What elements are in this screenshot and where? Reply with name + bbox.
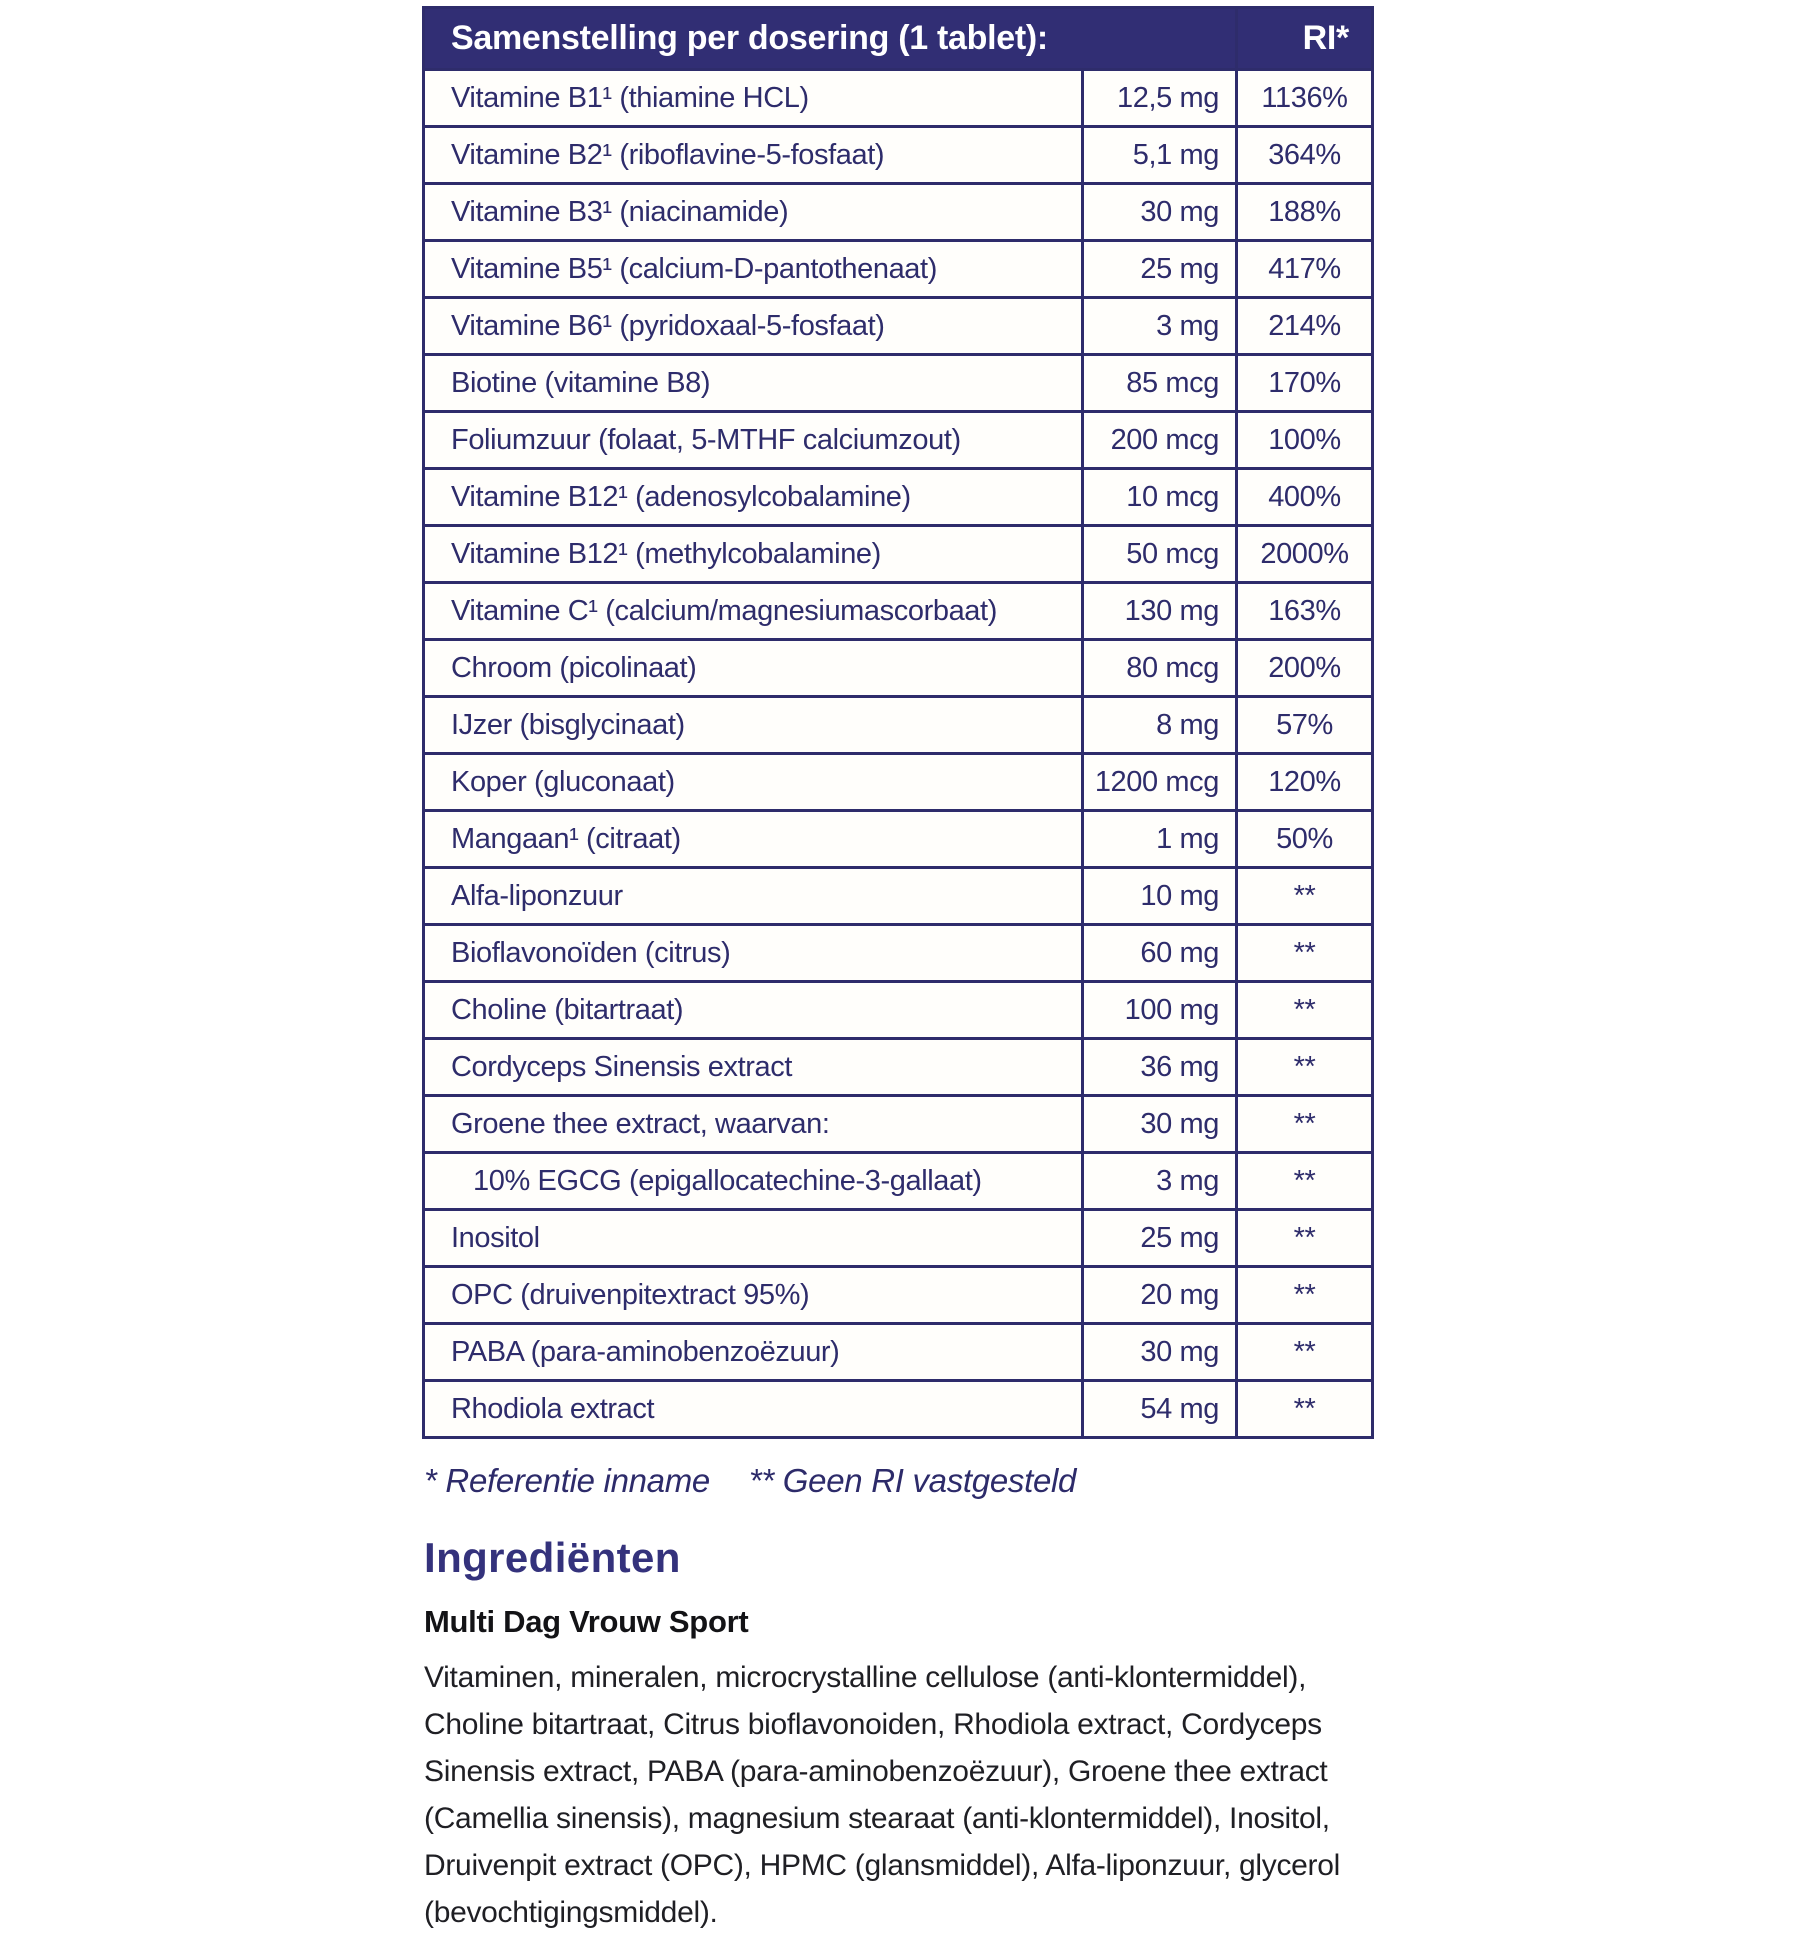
- ingredient-ri-percentage: 100%: [1237, 412, 1373, 469]
- ingredient-name: Vitamine C¹ (calcium/magnesiumascorbaat): [424, 583, 1083, 640]
- ingredient-ri-percentage: 50%: [1237, 811, 1373, 868]
- ingredient-amount: 1 mg: [1083, 811, 1237, 868]
- ingredient-amount: 30 mg: [1083, 184, 1237, 241]
- ingredient-name: Inositol: [424, 1210, 1083, 1267]
- ingredient-amount: 25 mg: [1083, 1210, 1237, 1267]
- ingredient-name: IJzer (bisglycinaat): [424, 697, 1083, 754]
- ingredient-ri-percentage: 163%: [1237, 583, 1373, 640]
- table-row: [424, 184, 1373, 241]
- ingredient-name: Foliumzuur (folaat, 5-MTHF calciumzout): [424, 412, 1083, 469]
- ingredient-ri-percentage: 214%: [1237, 298, 1373, 355]
- ingredient-ri-percentage: **: [1237, 1039, 1373, 1096]
- ingredient-ri-percentage: **: [1237, 1267, 1373, 1324]
- ingredient-name: Mangaan¹ (citraat): [424, 811, 1083, 868]
- ingredients-text-line: Vitaminen, mineralen, microcrystalline cellulose (anti-klontermiddel),: [424, 1661, 1307, 1694]
- table-row: [424, 1096, 1373, 1153]
- ingredients-text-line: (bevochtigingsmiddel).: [424, 1896, 718, 1929]
- ingredient-amount: 10 mcg: [1083, 469, 1237, 526]
- table-row: [424, 982, 1373, 1039]
- ingredient-ri-percentage: **: [1237, 1324, 1373, 1381]
- ingredients-text-line: Sinensis extract, PABA (para-aminobenzoëzuur), Groene thee extract: [424, 1755, 1328, 1788]
- ingredient-amount: 80 mcg: [1083, 640, 1237, 697]
- ingredients-text-line: Druivenpit extract (OPC), HPMC (glansmiddel), Alfa-liponzuur, glycerol: [424, 1849, 1340, 1882]
- table-footnote: [424, 1462, 1076, 1500]
- table-row: [424, 412, 1373, 469]
- ingredient-amount: 3 mg: [1083, 1153, 1237, 1210]
- ingredient-ri-percentage: 188%: [1237, 184, 1373, 241]
- ingredient-name: Vitamine B12¹ (adenosylcobalamine): [424, 469, 1083, 526]
- ingredient-name: Vitamine B2¹ (riboflavine-5-fosfaat): [424, 127, 1083, 184]
- ingredient-name: 10% EGCG (epigallocatechine-3-gallaat): [424, 1153, 1083, 1210]
- ingredient-amount: 50 mcg: [1083, 526, 1237, 583]
- ingredient-name: Alfa-liponzuur: [424, 868, 1083, 925]
- ingredient-ri-percentage: 120%: [1237, 754, 1373, 811]
- ingredient-amount: 30 mg: [1083, 1096, 1237, 1153]
- composition-table-body: [424, 70, 1373, 1438]
- ingredient-name: Groene thee extract, waarvan:: [424, 1096, 1083, 1153]
- ingredient-amount: 200 mcg: [1083, 412, 1237, 469]
- ingredient-amount: 10 mg: [1083, 868, 1237, 925]
- product-name: Multi Dag Vrouw Sport: [424, 1604, 749, 1639]
- ingredient-ri-percentage: 57%: [1237, 697, 1373, 754]
- ingredient-name: Biotine (vitamine B8): [424, 355, 1083, 412]
- table-row: [424, 469, 1373, 526]
- table-row: [424, 1381, 1373, 1438]
- ingredients-text-line: Choline bitartraat, Citrus bioflavonoiden, Rhodiola extract, Cordyceps: [424, 1708, 1322, 1741]
- table-row: [424, 298, 1373, 355]
- ingredient-name: Vitamine B12¹ (methylcobalamine): [424, 526, 1083, 583]
- table-row: [424, 1267, 1373, 1324]
- table-row: [424, 70, 1373, 127]
- table-row: [424, 526, 1373, 583]
- table-row: [424, 1210, 1373, 1267]
- ingredients-text-line: (Camellia sinensis), magnesium stearaat (anti-klontermiddel), Inositol,: [424, 1802, 1330, 1835]
- ingredient-ri-percentage: 1136%: [1237, 70, 1373, 127]
- ingredient-ri-percentage: 2000%: [1237, 526, 1373, 583]
- ingredients-heading: Ingrediënten: [424, 1534, 681, 1581]
- ingredient-name: Choline (bitartraat): [424, 982, 1083, 1039]
- ingredient-name: Vitamine B1¹ (thiamine HCL): [424, 70, 1083, 127]
- table-row: [424, 640, 1373, 697]
- ingredient-name: Vitamine B6¹ (pyridoxaal-5-fosfaat): [424, 298, 1083, 355]
- ingredient-name: OPC (druivenpitextract 95%): [424, 1267, 1083, 1324]
- ingredient-amount: 5,1 mg: [1083, 127, 1237, 184]
- ingredient-ri-percentage: 400%: [1237, 469, 1373, 526]
- ingredient-amount: 3 mg: [1083, 298, 1237, 355]
- ingredient-amount: 60 mg: [1083, 925, 1237, 982]
- footnote-no-ri: ** Geen RI vastgesteld: [748, 1462, 1077, 1499]
- ingredient-amount: 1200 mcg: [1083, 754, 1237, 811]
- ingredient-amount: 12,5 mg: [1083, 70, 1237, 127]
- ingredient-name: Koper (gluconaat): [424, 754, 1083, 811]
- ingredients-text: [424, 1654, 1434, 1936]
- table-header-row: [424, 8, 1373, 70]
- ingredient-name: Vitamine B5¹ (calcium-D-pantothenaat): [424, 241, 1083, 298]
- ingredient-ri-percentage: **: [1237, 1210, 1373, 1267]
- ingredient-ri-percentage: **: [1237, 1096, 1373, 1153]
- ingredient-amount: 85 mcg: [1083, 355, 1237, 412]
- ingredient-ri-percentage: 417%: [1237, 241, 1373, 298]
- ingredient-ri-percentage: 364%: [1237, 127, 1373, 184]
- table-row: [424, 925, 1373, 982]
- ingredient-name: PABA (para-aminobenzoëzuur): [424, 1324, 1083, 1381]
- table-row: [424, 583, 1373, 640]
- ingredient-amount: 130 mg: [1083, 583, 1237, 640]
- table-row: [424, 697, 1373, 754]
- table-title: Samenstelling per dosering (1 tablet):: [424, 8, 1237, 70]
- ingredient-amount: 54 mg: [1083, 1381, 1237, 1438]
- ingredient-ri-percentage: **: [1237, 1381, 1373, 1438]
- table-row: [424, 868, 1373, 925]
- table-row: [424, 127, 1373, 184]
- table-row: [424, 811, 1373, 868]
- ingredient-amount: 25 mg: [1083, 241, 1237, 298]
- ingredient-amount: 8 mg: [1083, 697, 1237, 754]
- ingredient-name: Rhodiola extract: [424, 1381, 1083, 1438]
- ingredient-amount: 100 mg: [1083, 982, 1237, 1039]
- ingredient-name: Bioflavonoïden (citrus): [424, 925, 1083, 982]
- ingredient-amount: 30 mg: [1083, 1324, 1237, 1381]
- table-row: [424, 355, 1373, 412]
- ingredient-ri-percentage: **: [1237, 868, 1373, 925]
- ingredient-ri-percentage: **: [1237, 1153, 1373, 1210]
- table-row: [424, 1039, 1373, 1096]
- ingredient-amount: 20 mg: [1083, 1267, 1237, 1324]
- table-row: [424, 1324, 1373, 1381]
- ingredient-ri-percentage: 200%: [1237, 640, 1373, 697]
- ri-column-header: RI*: [1237, 8, 1373, 70]
- ingredient-name: Chroom (picolinaat): [424, 640, 1083, 697]
- table-row: [424, 241, 1373, 298]
- table-row: [424, 754, 1373, 811]
- composition-table: [422, 6, 1374, 1439]
- ingredient-ri-percentage: **: [1237, 925, 1373, 982]
- table-row: [424, 1153, 1373, 1210]
- ingredient-name: Vitamine B3¹ (niacinamide): [424, 184, 1083, 241]
- footnote-reference-intake: * Referentie inname: [424, 1462, 710, 1499]
- ingredient-ri-percentage: **: [1237, 982, 1373, 1039]
- ingredient-name: Cordyceps Sinensis extract: [424, 1039, 1083, 1096]
- ingredient-ri-percentage: 170%: [1237, 355, 1373, 412]
- ingredient-amount: 36 mg: [1083, 1039, 1237, 1096]
